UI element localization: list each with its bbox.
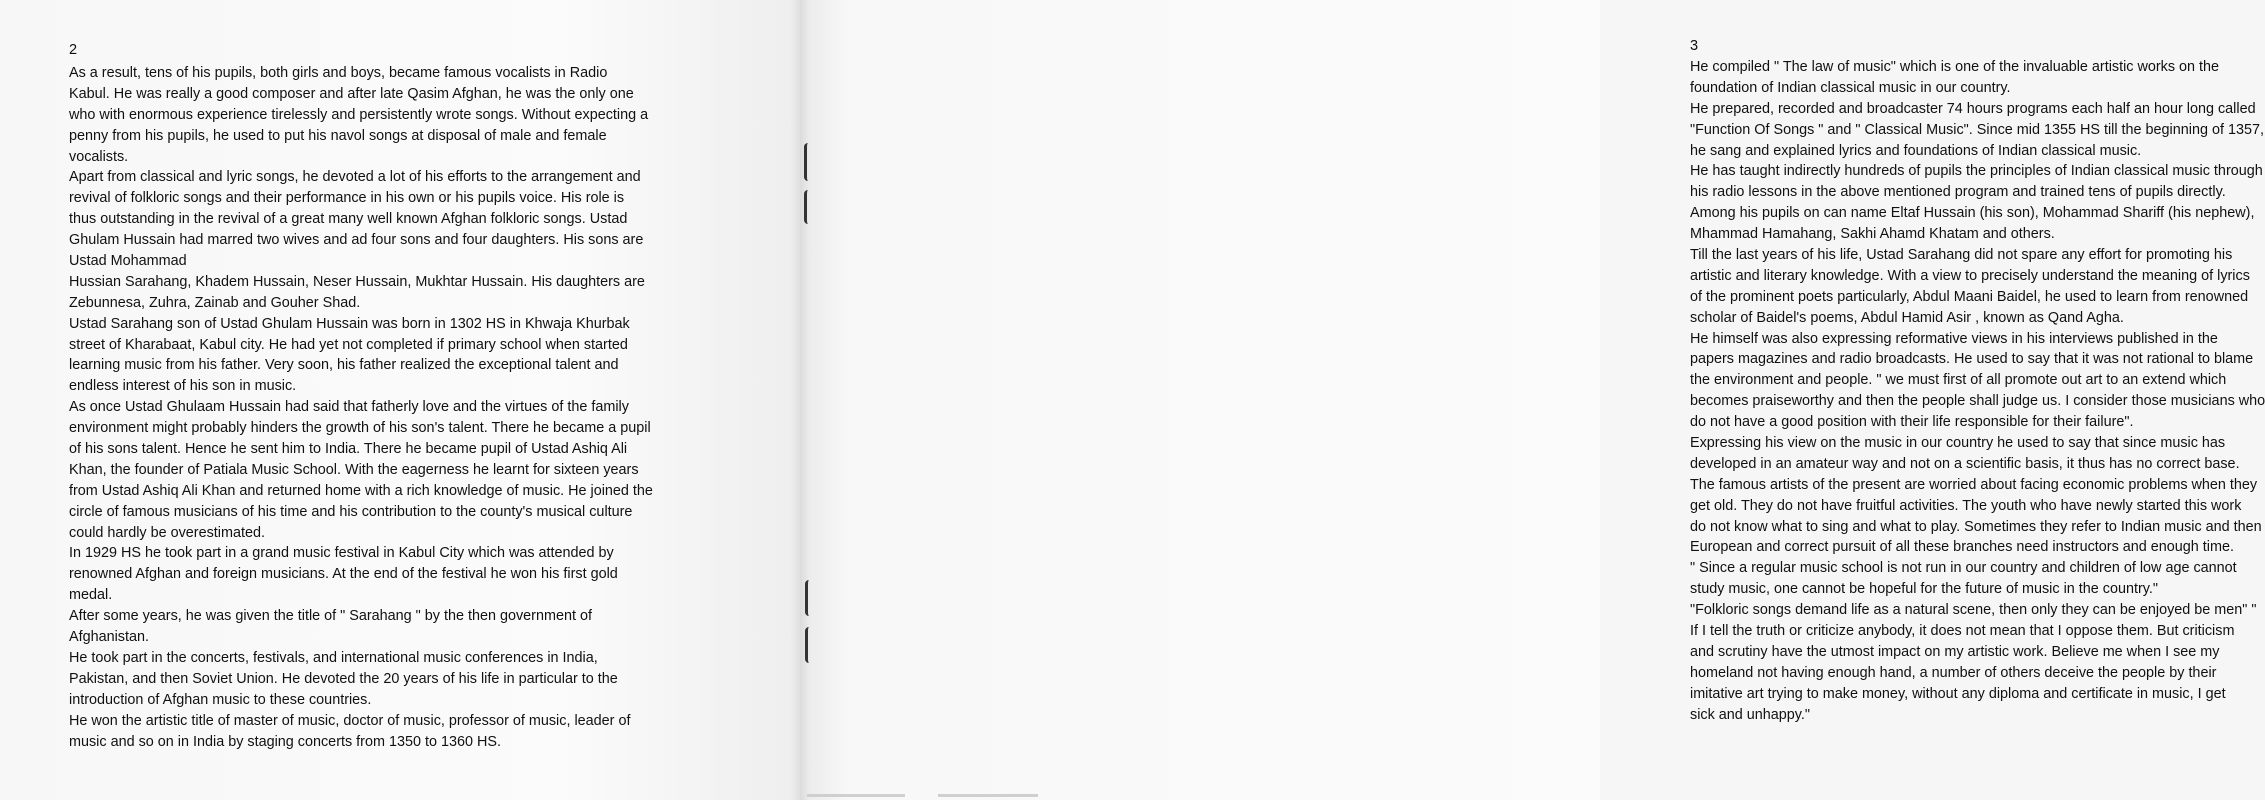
- text-line: Ghulam Hussain had marred two wives and ad four sons and four daughters. His sons are: [69, 232, 644, 249]
- text-line: introduction of Afghan music to these countries.: [69, 691, 372, 708]
- page-number: 2: [69, 42, 78, 58]
- text-line: European and correct pursuit of all these branches need instructors and enough time.: [1690, 539, 2234, 556]
- text-line: imitative art trying to make money, without any diploma and certificate in music, I get: [1690, 685, 2226, 702]
- text-line: " Since a regular music school is not run in our country and children of low age cannot: [1690, 560, 2237, 577]
- right-page-text: [1690, 57, 2265, 726]
- text-line: homeland not having enough hand, a number of others deceive the people by their: [1690, 664, 2217, 681]
- text-line: circle of famous musicians of his time and his contribution to the county's musical culture: [69, 503, 633, 520]
- binding-staple-mark: [804, 190, 816, 224]
- text-line: foundation of Indian classical music in our country.: [1690, 79, 2011, 96]
- text-line: papers magazines and radio broadcasts. He used to say that it was not rational to blame: [1690, 351, 2254, 368]
- text-line: do not have a good position with their life responsible for their failure".: [1690, 414, 2134, 431]
- text-line: The famous artists of the present are worried about facing economic problems when they: [1690, 476, 2258, 493]
- text-line: Kabul. He was really a good composer and after late Qasim Afghan, he was the only one: [69, 85, 634, 102]
- text-line: He prepared, recorded and broadcaster 74 hours programs each half an hour long called: [1690, 100, 2256, 117]
- left-page-text: [69, 63, 653, 752]
- text-line: Ustad Sarahang son of Ustad Ghulam Hussain was born in 1302 HS in Khwaja Khurbak: [69, 315, 630, 332]
- text-line: endless interest of his son in music.: [69, 378, 297, 395]
- text-line: who with enormous experience tirelessly and persistently wrote songs. Without expecting a: [69, 106, 649, 123]
- text-line: of his sons talent. Hence he sent him to India. There he became pupil of Ustad Ashiq Ali: [69, 441, 628, 458]
- text-line: do not know what to sing and what to play. Sometimes they refer to Indian music and then: [1690, 518, 2262, 535]
- text-line: scholar of Baidel's poems, Abdul Hamid Asir , known as Qand Agha.: [1690, 309, 2124, 326]
- text-line: After some years, he was given the title of " Sarahang " by the then government of: [69, 608, 592, 625]
- text-line: In 1929 HS he took part in a grand music festival in Kabul City which was attended by: [69, 545, 614, 562]
- text-line: street of Kharabaat, Kabul city. He had yet not completed if primary school when started: [69, 336, 628, 353]
- text-line: sick and unhappy.": [1690, 706, 1811, 723]
- text-line: Afghanistan.: [69, 629, 150, 646]
- text-line: study music, one cannot be hopeful for the future of music in the country.": [1690, 581, 2158, 598]
- text-line: music and so on in India by staging concerts from 1350 to 1360 HS.: [69, 733, 501, 750]
- text-line: Zebunnesa, Zuhra, Zainab and Gouher Shad.: [69, 294, 361, 311]
- text-line: learning music from his father. Very soon, his father realized the exceptional talent and: [69, 357, 619, 374]
- text-line: As once Ustad Ghulaam Hussain had said that fatherly love and the virtues of the family: [69, 399, 629, 416]
- text-line: Pakistan, and then Soviet Union. He devoted the 20 years of his life in particular to the: [69, 670, 618, 687]
- text-line: his radio lessons in the above mentioned program and trained tens of pupils directly.: [1690, 184, 2226, 201]
- page-edge-mark: [938, 794, 1038, 797]
- text-line: renowned Afghan and foreign musicians. At the end of the festival he won his first gold: [69, 566, 618, 583]
- page-number: 3: [1690, 38, 1699, 54]
- right-page: [800, 0, 2265, 800]
- text-line: Till the last years of his life, Ustad Sarahang did not spare any effort for promoting his: [1690, 247, 2233, 264]
- text-line: of the prominent poets particularly, Abdul Maani Baidel, he used to learn from renowned: [1690, 288, 2249, 305]
- text-line: Khan, the founder of Patiala Music School. With the eagerness he learnt for sixteen years: [69, 461, 639, 478]
- text-line: He has taught indirectly hundreds of pupils the principles of Indian classical music through: [1690, 163, 2263, 180]
- text-line: Ustad Mohammad: [69, 253, 187, 270]
- text-line: He won the artistic title of master of music, doctor of music, professor of music, leader of: [69, 712, 631, 729]
- text-line: becomes praiseworthy and then the people shall judge us. I consider those musicians who: [1690, 393, 2265, 410]
- text-line: Apart from classical and lyric songs, he devoted a lot of his efforts to the arrangement and: [69, 169, 641, 186]
- text-line: thus outstanding in the revival of a great many well known Afghan folkloric songs. Ustad: [69, 211, 628, 228]
- binding-staple-mark: [805, 580, 817, 616]
- text-line: artistic and literary knowledge. With a view to precisely understand the meaning of lyrics: [1690, 267, 2250, 284]
- text-line: "Function Of Songs " and " Classical Music". Since mid 1355 HS till the beginning of 1357,: [1690, 121, 2264, 138]
- text-line: He himself was also expressing reformative views in his interviews published in the: [1690, 330, 2218, 347]
- text-line: environment might probably hinders the growth of his son's talent. There he became a pupil: [69, 420, 651, 437]
- text-line: get old. They do not have fruitful activities. The youth who have newly started this work: [1690, 497, 2242, 514]
- text-line: vocalists.: [69, 148, 129, 165]
- binding-staple-mark: [805, 627, 817, 663]
- text-line: "Folkloric songs demand life as a natural scene, then only they can be enjoyed be men" ": [1690, 602, 2257, 619]
- text-line: medal.: [69, 587, 113, 604]
- text-line: revival of folkloric songs and their performance in his own or his pupils voice. His role is: [69, 190, 625, 207]
- text-line: Hussian Sarahang, Khadem Hussain, Neser Hussain, Mukhtar Hussain. His daughters are: [69, 273, 645, 290]
- text-line: and scrutiny have the utmost impact on my artistic work. Believe me when I see my: [1690, 643, 2220, 660]
- text-line: penny from his pupils, he used to put his navol songs at disposal of male and female: [69, 127, 607, 144]
- text-line: could hardly be overestimated.: [69, 524, 265, 541]
- text-line: the environment and people. " we must first of all promote out art to an extend which: [1690, 372, 2227, 389]
- text-line: from Ustad Ashiq Ali Khan and returned home with a rich knowledge of music. He joined the: [69, 482, 653, 499]
- text-line: Among his pupils on can name Eltaf Hussain (his son), Mohammad Shariff (his nephew),: [1690, 205, 2255, 222]
- left-page: [0, 0, 800, 800]
- text-line: As a result, tens of his pupils, both girls and boys, became famous vocalists in Radio: [69, 65, 608, 81]
- text-line: He compiled " The law of music" which is one of the invaluable artistic works on the: [1690, 59, 2220, 75]
- page-edge-mark: [807, 794, 905, 797]
- text-line: If I tell the truth or criticize anybody, it does not mean that I oppose them. But criticism: [1690, 623, 2235, 640]
- text-line: Mhammad Hamahang, Sakhi Ahamd Khatam and others.: [1690, 226, 2055, 243]
- text-line: developed in an amateur way and not on a scientific basis, it thus has no correct base.: [1690, 455, 2240, 472]
- book-gutter: [790, 0, 810, 800]
- text-line: he sang and explained lyrics and foundations of Indian classical music.: [1690, 142, 2142, 159]
- binding-staple-mark: [804, 143, 816, 181]
- text-line: Expressing his view on the music in our country he used to say that since music has: [1690, 435, 2226, 452]
- text-line: He took part in the concerts, festivals, and international music conferences in India,: [69, 649, 598, 666]
